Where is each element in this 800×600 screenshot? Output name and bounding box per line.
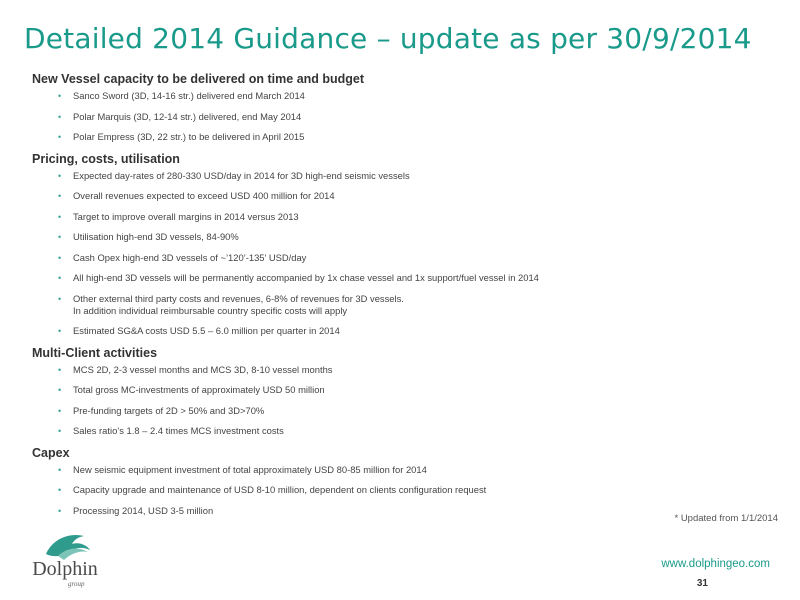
list-item: • Estimated SG&A costs USD 5.5 – 6.0 million per quarter in 2014: [58, 325, 340, 336]
page-number: 31: [696, 578, 708, 589]
list-item: • All high-end 3D vessels will be permanently accompanied by 1x chase vessel and 1x support/fuel vessel in 2014: [58, 272, 539, 283]
bullet-icon: •: [58, 232, 62, 242]
list-item: • Total gross MC-investments of approximately USD 50 million: [58, 384, 325, 395]
list-item: • Polar Empress (3D, 22 str.) to be delivered in April 2015: [58, 131, 305, 142]
list-item: • Target to improve overall margins in 2014 versus 2013: [58, 210, 299, 222]
list-item: • New seismic equipment investment of total approximately USD 80-85 million for 2014: [58, 463, 427, 475]
list-item-continuation: In addition individual reimbursable country specific costs will apply: [73, 304, 348, 316]
bullet-icon: •: [58, 293, 62, 304]
bullet-icon: •: [58, 405, 62, 416]
bullet-icon: •: [58, 111, 62, 122]
bullet-icon: •: [58, 426, 62, 436]
section-capex: [32, 446, 772, 517]
bullet-icon: •: [58, 91, 62, 101]
list-item: • Sales ratio’s 1.8 – 2.4 times MCS investment costs: [58, 425, 284, 436]
bullet-icon: •: [58, 364, 62, 375]
guidance-content: [32, 72, 772, 525]
bullet-icon: •: [58, 273, 62, 283]
list-item: • MCS 2D, 2-3 vessel months and MCS 3D, 8-10 vessel months: [58, 363, 333, 375]
dolphin-logo: [20, 528, 110, 590]
section-heading: Capex: [32, 445, 70, 460]
list-item: • Pre-funding targets of 2D > 50% and 3D>70%: [58, 404, 265, 416]
bullet-icon: •: [58, 132, 62, 142]
section-heading: Pricing, costs, utilisation: [32, 151, 180, 166]
list-item: • Utilisation high-end 3D vessels, 84-90%: [58, 231, 239, 242]
list-item: • Expected day-rates of 280-330 USD/day in 2014 for 3D high-end seismic vessels: [58, 169, 410, 181]
bullet-icon: •: [58, 170, 62, 181]
list-item: • Polar Marquis (3D, 12-14 str.) delivered, end May 2014: [58, 110, 302, 122]
list-item: • Overall revenues expected to exceed USD 400 million for 2014: [58, 190, 335, 201]
bullet-icon: •: [58, 385, 62, 395]
section-heading: New Vessel capacity to be delivered on time and budget: [32, 72, 365, 86]
bullet-icon: •: [58, 252, 62, 263]
list-item: • Processing 2014, USD 3-5 million: [58, 504, 214, 516]
logo-subtext: group: [68, 580, 85, 588]
list-item: • Other external third party costs and revenues, 6-8% of revenues for 3D vessels. In addition individual reimbursable country specific costs will apply: [32, 293, 772, 317]
logo-wordmark: Dolphin: [32, 558, 98, 580]
bullet-icon: •: [58, 505, 62, 516]
list-item: • Capacity upgrade and maintenance of USD 8-10 million, dependent on clients configuration request: [58, 484, 487, 495]
bullet-icon: •: [58, 464, 62, 475]
bullet-icon: •: [58, 211, 62, 222]
section-multi-client-activities: [32, 346, 772, 438]
website-link[interactable]: www.dolphingeo.com: [661, 558, 770, 570]
list-item: • Cash Opex high-end 3D vessels of ~’120’-135’ USD/day: [58, 251, 307, 263]
section-pricing-costs-utilisation: [32, 152, 772, 338]
bullet-icon: •: [58, 326, 62, 336]
bullet-icon: •: [58, 485, 62, 495]
section-heading: Multi-Client activities: [32, 345, 158, 360]
page-title: Detailed 2014 Guidance – update as per 30/9/2014: [24, 22, 752, 55]
bullet-icon: •: [58, 191, 62, 201]
footnote-updated: * Updated from 1/1/2014: [674, 513, 778, 524]
section-new-vessel-capacity: [32, 72, 772, 143]
list-item: • Sanco Sword (3D, 14-16 str.) delivered end March 2014: [58, 90, 305, 101]
